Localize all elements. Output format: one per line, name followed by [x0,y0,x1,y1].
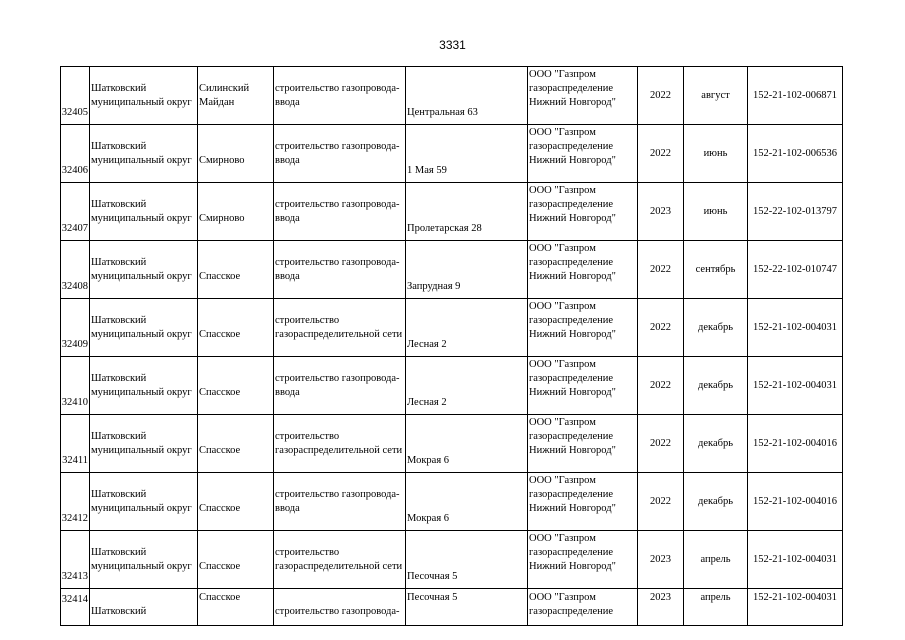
locality-cell [198,125,274,183]
district-cell [90,183,198,241]
month-cell: июнь [684,125,748,183]
locality-cell [198,473,274,531]
organization-cell-line: газораспределение [529,373,614,384]
locality-cell [198,183,274,241]
code-cell: 152-21-102-006536 [748,125,843,183]
work-type-cell-line: ввода [275,154,300,166]
address-cell: Лесная 2 [406,357,528,415]
work-type-cell-line: газораспределительной сети [275,560,403,572]
work-type-cell [274,473,406,531]
table-row [61,241,843,299]
record-number: 32405 [61,67,90,125]
work-type-cell [274,589,406,626]
organization-cell [528,67,638,125]
organization-cell-line: Нижний Новгород" [529,155,616,166]
organization-cell [528,125,638,183]
address-cell: Лесная 2 [406,299,528,357]
code-cell: 152-21-102-004031 [748,357,843,415]
organization-cell-line: Нижний Новгород" [529,561,616,572]
address-cell: Песочная 5 [406,531,528,589]
organization-cell-line: газораспределение [529,83,614,94]
address-cell: Пролетарская 28 [406,183,528,241]
work-type-cell [274,125,406,183]
work-type-cell-line: ввода [275,270,300,282]
work-type-cell-line: ввода [275,502,300,514]
locality-cell-line: Спасское [199,592,241,603]
locality-cell-line: Спасское [199,444,241,456]
organization-cell-line: ООО "Газпром [529,69,596,80]
record-number: 32407 [61,183,90,241]
code-cell: 152-21-102-004031 [748,531,843,589]
district-cell [90,125,198,183]
organization-cell-line: газораспределение [529,489,614,500]
organization-cell-line: газораспределение [529,606,614,617]
district-cell-line: Шатковский [91,140,147,152]
organization-cell [528,299,638,357]
organization-cell-line: газораспределение [529,199,614,210]
work-type-cell [274,241,406,299]
locality-cell-line [199,546,272,560]
locality-cell [198,531,274,589]
organization-cell-line: газораспределение [529,431,614,442]
work-type-cell-line: ввода [275,96,300,108]
district-cell-line: Шатковский [91,372,147,384]
gas-works-table [60,66,843,626]
code-cell: 152-22-102-010747 [748,241,843,299]
work-type-cell-line: строительство газопровода- [275,256,400,268]
locality-cell-line [199,430,272,444]
district-cell-line: Шатковский [91,606,147,617]
month-cell: декабрь [684,473,748,531]
month-cell: сентябрь [684,241,748,299]
organization-cell-line: ООО "Газпром [529,417,596,428]
district-cell-line: муниципальный округ [91,154,192,166]
work-type-cell-line: строительство [275,430,340,442]
address-cell: Песочная 5 [406,589,528,626]
district-cell-line: Шатковский [91,314,147,326]
locality-cell-line: Спасское [199,386,241,398]
locality-cell-line [199,488,272,502]
year-cell: 2022 [638,473,684,531]
district-cell [90,473,198,531]
locality-cell-line [199,605,272,619]
locality-cell-line [199,314,272,328]
locality-cell [198,415,274,473]
address-cell: 1 Мая 59 [406,125,528,183]
year-cell: 2022 [638,299,684,357]
year-cell: 2022 [638,125,684,183]
district-cell-line: муниципальный округ [91,386,192,398]
organization-cell-line: Нижний Новгород" [529,445,616,456]
organization-cell-line: ООО "Газпром [529,533,596,544]
locality-cell-line: Спасское [199,270,241,282]
table-body [61,67,843,626]
code-cell: 152-21-102-006871 [748,67,843,125]
locality-cell-line: Смирново [199,154,245,166]
district-cell-line: муниципальный округ [91,444,192,456]
organization-cell-line: ООО "Газпром [529,243,596,254]
record-number: 32412 [61,473,90,531]
work-type-cell-line: строительство газопровода- [275,82,400,94]
code-cell: 152-22-102-013797 [748,183,843,241]
organization-cell [528,473,638,531]
district-cell-line: муниципальный округ [91,328,192,340]
address-cell: Мокрая 6 [406,473,528,531]
locality-cell [198,589,274,626]
organization-cell-line: Нижний Новгород" [529,97,616,108]
organization-cell-line: Нижний Новгород" [529,329,616,340]
organization-cell-line: ООО "Газпром [529,185,596,196]
work-type-cell-line [275,591,404,605]
organization-cell-line: ООО "Газпром [529,592,596,603]
district-cell-line: Шатковский [91,488,147,500]
work-type-cell [274,531,406,589]
month-cell: декабрь [684,357,748,415]
organization-cell-line: газораспределение [529,257,614,268]
locality-cell [198,357,274,415]
district-cell-line: Шатковский [91,430,147,442]
district-cell [90,299,198,357]
table-row [61,473,843,531]
district-cell-line: муниципальный округ [91,96,192,108]
record-number: 32410 [61,357,90,415]
work-type-cell-line: газораспределительной сети [275,328,403,340]
work-type-cell [274,415,406,473]
district-cell-line: муниципальный округ [91,212,192,224]
district-cell [90,241,198,299]
organization-cell-line: Нижний Новгород" [529,213,616,224]
district-cell [90,357,198,415]
locality-cell [198,67,274,125]
organization-cell [528,531,638,589]
address-cell: Запрудная 9 [406,241,528,299]
table-row [61,589,843,626]
work-type-cell [274,357,406,415]
organization-cell-line: ООО "Газпром [529,301,596,312]
table-row [61,531,843,589]
year-cell: 2022 [638,241,684,299]
district-cell-line: муниципальный округ [91,560,192,572]
year-cell: 2023 [638,531,684,589]
year-cell: 2022 [638,67,684,125]
work-type-cell-line: строительство [275,546,340,558]
district-cell-line: муниципальный округ [91,270,192,282]
record-number: 32409 [61,299,90,357]
month-cell: декабрь [684,415,748,473]
month-cell: август [684,67,748,125]
district-cell-line: Шатковский [91,256,147,268]
organization-cell [528,415,638,473]
work-type-cell [274,183,406,241]
organization-cell-line: газораспределение [529,547,614,558]
work-type-cell-line: строительство [275,314,340,326]
locality-cell-line [199,198,272,212]
organization-cell [528,589,638,626]
locality-cell [198,299,274,357]
table-row [61,415,843,473]
locality-cell-line [199,372,272,386]
work-type-cell-line: строительство газопровода- [275,198,400,210]
work-type-cell-line: строительство газопровода- [275,140,400,152]
locality-cell-line: Майдан [199,96,235,108]
code-cell: 152-21-102-004031 [748,589,843,626]
month-cell: апрель [684,589,748,626]
record-number: 32411 [61,415,90,473]
locality-cell-line: Силинский [199,82,250,94]
work-type-cell-line: ввода [275,386,300,398]
locality-cell-line [199,256,272,270]
page-number: 3331 [439,38,466,52]
organization-cell-line: ООО "Газпром [529,359,596,370]
district-cell-line: Шатковский [91,546,147,558]
district-cell-line: Шатковский [91,82,147,94]
year-cell: 2022 [638,415,684,473]
year-cell: 2023 [638,183,684,241]
organization-cell [528,241,638,299]
organization-cell-line: ООО "Газпром [529,475,596,486]
district-cell-line: муниципальный округ [91,502,192,514]
table-row [61,357,843,415]
district-cell [90,415,198,473]
work-type-cell-line: строительство газопровода- [275,606,400,617]
record-number: 32406 [61,125,90,183]
organization-cell-line: Нижний Новгород" [529,271,616,282]
year-cell: 2022 [638,357,684,415]
table-row [61,125,843,183]
district-cell-line: Шатковский [91,198,147,210]
organization-cell [528,357,638,415]
code-cell: 152-21-102-004031 [748,299,843,357]
organization-cell-line: газораспределение [529,315,614,326]
work-type-cell-line: ввода [275,212,300,224]
locality-cell-line: Спасское [199,328,241,340]
code-cell: 152-21-102-004016 [748,415,843,473]
locality-cell [198,241,274,299]
record-number: 32408 [61,241,90,299]
locality-cell-line: Спасское [199,560,241,572]
district-cell-line [91,591,196,605]
organization-cell [528,183,638,241]
address-cell: Центральная 63 [406,67,528,125]
month-cell: июнь [684,183,748,241]
table-row [61,299,843,357]
organization-cell-line: Нижний Новгород" [529,503,616,514]
district-cell [90,589,198,626]
work-type-cell-line: строительство газопровода- [275,372,400,384]
table-row [61,67,843,125]
work-type-cell [274,299,406,357]
gas-works-table-container [60,66,843,626]
locality-cell-line [199,140,272,154]
table-row [61,183,843,241]
work-type-cell-line: строительство газопровода- [275,488,400,500]
organization-cell-line: ООО "Газпром [529,127,596,138]
district-cell [90,531,198,589]
record-number: 32414 [61,589,90,626]
locality-cell-line: Спасское [199,502,241,514]
record-number: 32413 [61,531,90,589]
month-cell: апрель [684,531,748,589]
locality-cell-line: Смирново [199,212,245,224]
work-type-cell-line: газораспределительной сети [275,444,403,456]
organization-cell-line: Нижний Новгород" [529,387,616,398]
district-cell [90,67,198,125]
year-cell: 2023 [638,589,684,626]
code-cell: 152-21-102-004016 [748,473,843,531]
work-type-cell [274,67,406,125]
month-cell: декабрь [684,299,748,357]
organization-cell-line: газораспределение [529,141,614,152]
address-cell: Мокрая 6 [406,415,528,473]
